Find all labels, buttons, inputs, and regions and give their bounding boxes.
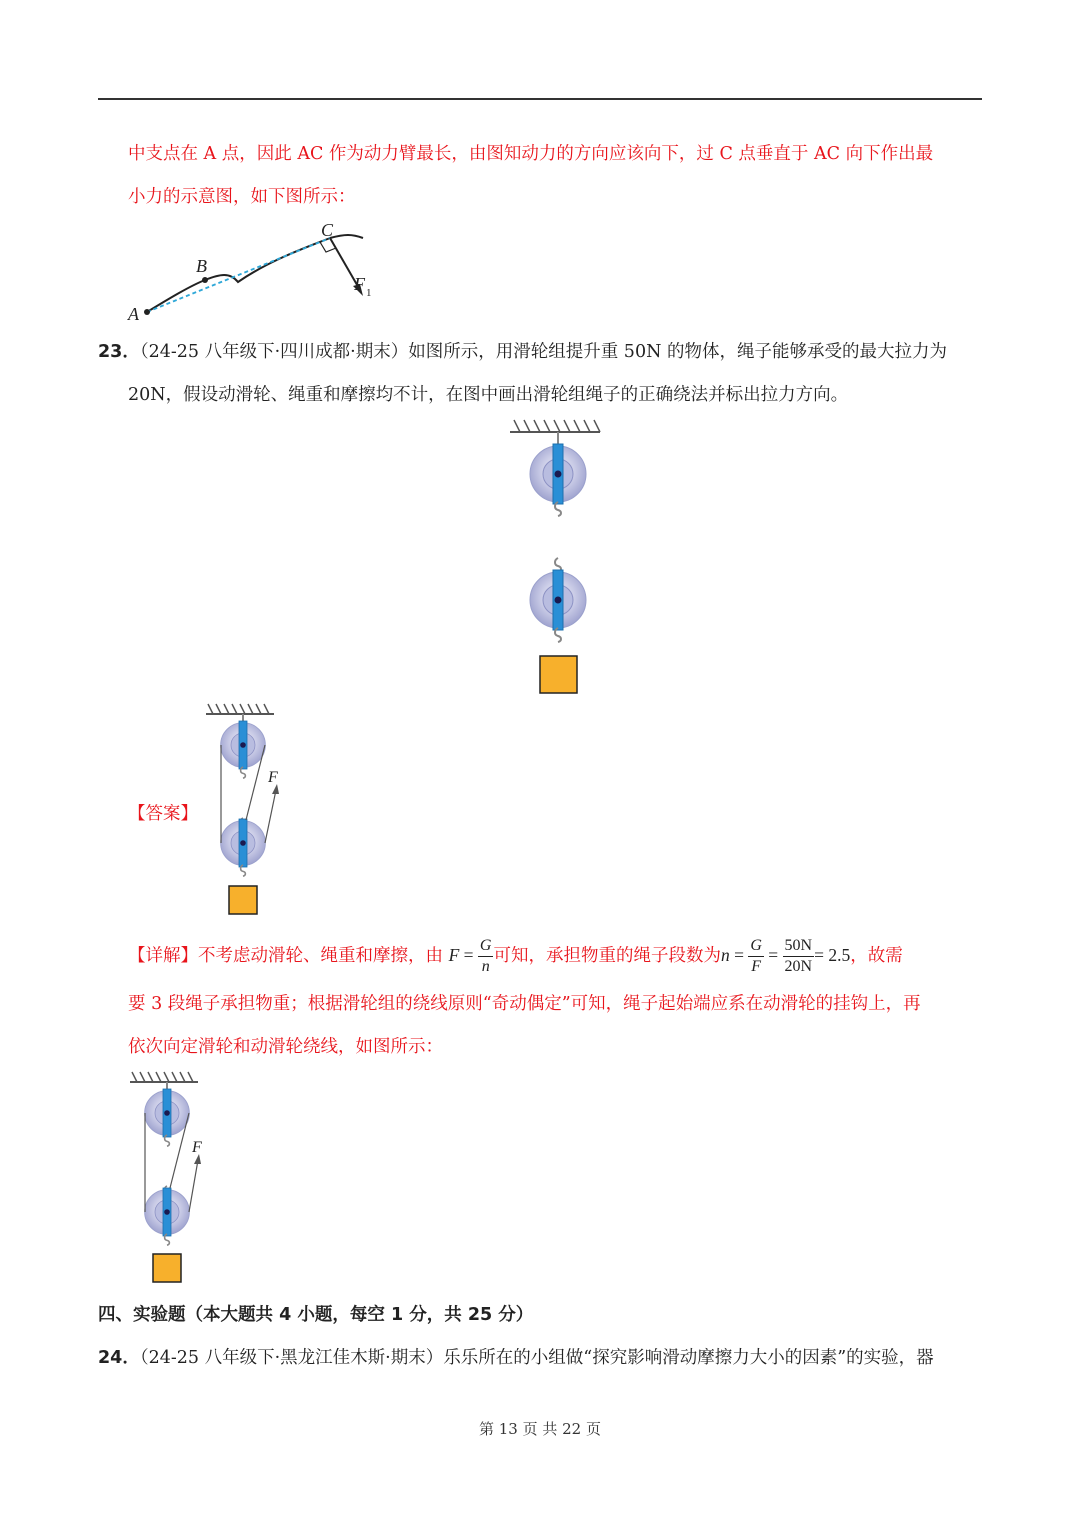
lever-curve	[147, 235, 363, 312]
answer-force-label: F	[268, 769, 278, 786]
question-23-line1	[98, 338, 947, 363]
question-24-line1: 24．（24-25 八年级下·黑龙江佳木斯·期末）乐乐所在的小组做“探究影响滑动摩擦力大小的因素”的实验，器	[98, 1348, 934, 1368]
label-a: A	[128, 304, 139, 324]
explanation-part2: 可知，承担物重的绳子段数为	[493, 946, 721, 966]
explanation-line1: 【详解】不考虑动滑轮、绳重和摩擦，由 F = $\frac{G}{n}$ 可知，承担物重的绳子段数为n = $\frac{G}{F}$ = $\frac{50N}{20N}$ = 2.5，故需	[128, 937, 903, 975]
answer-pulley-figure	[200, 698, 300, 920]
question-source: （24-25 八年级下·四川成都·期末）	[139, 342, 409, 362]
fraction-50-over-20: $\frac{50N}{20N}$	[784, 937, 813, 975]
section-title: 四、实验题（本大题共 4 小题，每空 1 分，共 25 分）	[98, 1305, 534, 1325]
label-c: C	[321, 220, 334, 240]
ac-dashed-line	[147, 238, 330, 312]
fraction-g-over-f: $\frac{G}{F}$	[750, 937, 762, 975]
explanation-tag: 【详解】	[128, 946, 198, 966]
fixed-pulley	[530, 444, 586, 504]
label-f1: F	[354, 274, 365, 294]
question-23-line2: 20N，假设动滑轮、绳重和摩擦均不计，在图中画出滑轮组绳子的正确绕法并标出拉力方向。	[128, 385, 849, 405]
label-f1-sub: 1	[366, 287, 372, 299]
label-b: B	[196, 256, 207, 276]
lever-figure	[120, 218, 380, 328]
explanation-pulley-figure	[124, 1062, 224, 1288]
point-b	[202, 277, 208, 283]
explanation-part1: 不考虑动滑轮、绳重和摩擦，由	[198, 946, 443, 966]
prev-answer-line2: 小力的示意图，如下图所示：	[128, 187, 356, 207]
explanation-part3: ，故需	[850, 946, 903, 966]
explanation-line2: 要 3 段绳子承担物重；根据滑轮组的绕线原则“奇动偶定”可知，绳子起始端应系在动滑轮的挂钩上，再	[128, 994, 921, 1014]
page-footer: 第 13 页 共 22 页	[478, 1420, 601, 1438]
answer-tag: 【答案】	[128, 804, 198, 824]
header-rule	[98, 98, 982, 100]
weight-block	[540, 656, 577, 693]
prev-answer-line1: 中支点在 A 点，因此 AC 作为动力臂最长，由图知动力的方向应该向下，过 C 点垂直于 AC 向下作出最	[128, 144, 934, 164]
question-pulley-figure	[500, 412, 610, 702]
explanation-line3: 依次向定滑轮和动滑轮绕线，如图所示：	[128, 1037, 443, 1057]
question-number: 23．	[98, 342, 140, 362]
question-text1: 如图所示，用滑轮组提升重 50N 的物体，绳子能够承受的最大拉力为	[408, 342, 947, 362]
fraction-g-over-n: $\frac{G}{n}$	[479, 937, 492, 975]
movable-pulley	[530, 570, 586, 630]
explanation-force-label: F	[192, 1139, 202, 1156]
point-a	[144, 309, 150, 315]
